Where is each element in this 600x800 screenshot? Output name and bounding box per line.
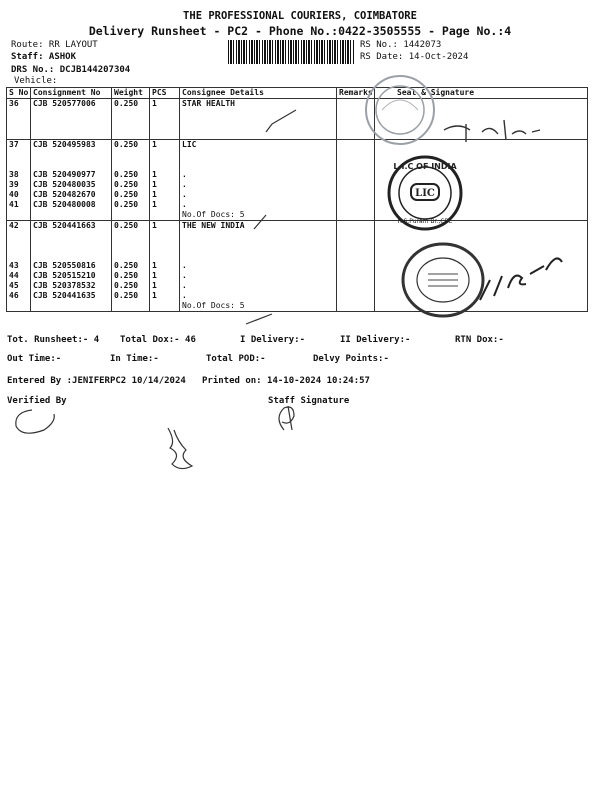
row-consignment: CJB 520480035 [31, 180, 112, 190]
row-details: THE NEW INDIA [180, 221, 337, 232]
row-consignment: CJB 520480008 [31, 200, 112, 210]
rs-number: RS No.: 1442073 [360, 40, 442, 50]
row-pcs: 1 [150, 190, 180, 200]
staff-signature-label: Staff Signature [268, 396, 350, 406]
table-header-row [7, 88, 588, 99]
row-sno: 40 [7, 190, 31, 200]
row-weight: 0.250 [112, 261, 150, 271]
rs-date: RS Date: 14-Oct-2024 [360, 52, 469, 62]
row-details: . [180, 200, 337, 210]
company-title: THE PROFESSIONAL COURIERS, COIMBATORE [183, 10, 417, 22]
lic-stamp-bottom-text: R.S.Puram Br.,CBE [397, 218, 453, 225]
large-scribble [162, 424, 202, 476]
row-sno: 45 [7, 281, 31, 291]
i-delivery: I Delivery:- [240, 335, 306, 345]
row-pcs: 1 [150, 99, 180, 110]
row-sno: 44 [7, 271, 31, 281]
table-row [7, 140, 588, 151]
vehicle-label: Vehicle: [14, 76, 58, 86]
printed-on: Printed on: 14-10-2024 10:24:57 [202, 376, 370, 386]
row-consignment: CJB 520378532 [31, 281, 112, 291]
row-weight: 0.250 [112, 180, 150, 190]
row-consignment: CJB 520577006 [31, 99, 112, 110]
row-pcs: 1 [150, 261, 180, 271]
row-pcs: 1 [150, 170, 180, 180]
delvy-points: Delvy Points:- [313, 354, 389, 364]
row-consignment: CJB 520495983 [31, 140, 112, 151]
row-details: STAR HEALTH [180, 99, 337, 110]
table-row [7, 180, 588, 190]
row-details: . [180, 180, 337, 190]
row-sno: 42 [7, 221, 31, 232]
total-dox: Total Dox:- 46 [120, 335, 196, 345]
row-weight: 0.250 [112, 271, 150, 281]
row-consignment: CJB 520441663 [31, 221, 112, 232]
col-consignee: Consignee Details [180, 88, 337, 99]
rtn-dox: RTN Dox:- [455, 335, 504, 345]
row-sno: 38 [7, 170, 31, 180]
row-weight: 0.250 [112, 140, 150, 151]
table-row [7, 261, 588, 271]
row-sno: 43 [7, 261, 31, 271]
runsheet-subtitle: Delivery Runsheet - PC2 - Phone No.:0422-3505555 - Page No.:4 [88, 24, 512, 38]
row-pcs: 1 [150, 271, 180, 281]
row-consignment: CJB 520515210 [31, 271, 112, 281]
row-sno: 46 [7, 291, 31, 301]
col-consignment: Consignment No [31, 88, 112, 99]
row-sno: 37 [7, 140, 31, 151]
table-row [7, 200, 588, 210]
col-seal: Seal & Signature [375, 88, 588, 99]
lic-stamp-top-text: L.I.C OF INDIA [393, 162, 457, 171]
row-weight: 0.250 [112, 221, 150, 232]
row-consignment: CJB 520482670 [31, 190, 112, 200]
out-time: Out Time:- [7, 354, 62, 364]
row-details: LIC [180, 140, 337, 151]
row-weight: 0.250 [112, 190, 150, 200]
row-sno: 36 [7, 99, 31, 110]
row-consignment: CJB 520550816 [31, 261, 112, 271]
table-row [7, 291, 588, 301]
row-weight: 0.250 [112, 281, 150, 291]
row-pcs: 1 [150, 291, 180, 301]
table-row [7, 221, 588, 232]
row-sno: 39 [7, 180, 31, 190]
row-details: . [180, 281, 337, 291]
verifier-signature [8, 404, 68, 440]
table-row [7, 190, 588, 200]
row-weight: 0.250 [112, 200, 150, 210]
row-details: . [180, 271, 337, 281]
docs-count: No.Of Docs: 5 [180, 210, 337, 221]
row-sno: 41 [7, 200, 31, 210]
tot-runsheet: Tot. Runsheet:- 4 [7, 335, 100, 345]
row-details: . [180, 190, 337, 200]
col-pcs: PCS [150, 88, 180, 99]
in-time: In Time:- [110, 354, 159, 364]
row-details: . [180, 291, 337, 301]
row-pcs: 1 [150, 221, 180, 232]
col-weight: Weight [112, 88, 150, 99]
route-label: Route: RR LAYOUT [11, 40, 98, 50]
ii-delivery: II Delivery:- [340, 335, 411, 345]
row-weight: 0.250 [112, 170, 150, 180]
row-pcs: 1 [150, 140, 180, 151]
row-consignment: CJB 520441635 [31, 291, 112, 301]
table-row [7, 281, 588, 291]
row-weight: 0.250 [112, 291, 150, 301]
entered-by: Entered By :JENIFERPC2 10/14/2024 [7, 376, 186, 386]
row-details: . [180, 261, 337, 271]
row-pcs: 1 [150, 180, 180, 190]
total-pod: Total POD:- [206, 354, 266, 364]
table-row [7, 271, 588, 281]
lic-logo-text: LIC [415, 188, 435, 199]
consignment-table [6, 87, 588, 312]
col-sno: S No [7, 88, 31, 99]
col-remarks: Remarks [337, 88, 375, 99]
row-pcs: 1 [150, 281, 180, 291]
row-details: . [180, 170, 337, 180]
row-weight: 0.250 [112, 99, 150, 110]
drs-number: DRS No.: DCJB144207304 [11, 65, 131, 75]
table-row [7, 170, 588, 180]
delivery-signature-4 [244, 312, 274, 328]
verified-by: Verified By [7, 396, 67, 406]
table-row [7, 99, 588, 110]
staff-label: Staff: ASHOK [11, 52, 77, 62]
row-pcs: 1 [150, 200, 180, 210]
row-consignment: CJB 520490977 [31, 170, 112, 180]
barcode [228, 40, 355, 64]
docs-count: No.Of Docs: 5 [180, 301, 337, 312]
